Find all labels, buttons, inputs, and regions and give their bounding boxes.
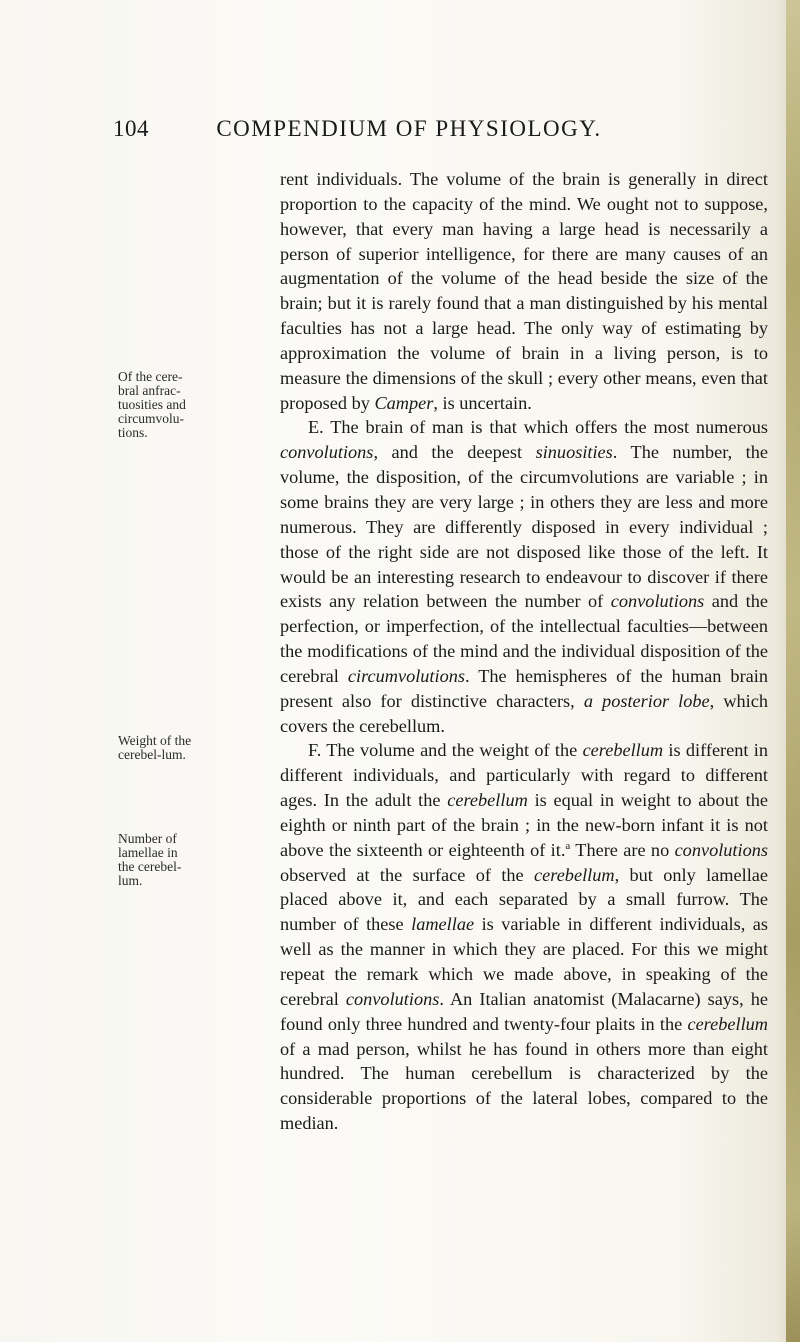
text-run: observed at the surface of the [280,864,535,885]
margin-note-anfractuosities: Of the cere-bral anfrac-tuosities and circumvolu-tions. [118,369,186,440]
footnote-marker: a [565,839,571,852]
text-run: is equal in weight to about the eighth or ninth part of the brain ; in the new-born infant it is not above the sixteenth or eighteenth of it. [280,790,768,860]
italic-term: cerebellum [582,740,664,761]
body-text [280,167,768,1136]
italic-term: convolutions [674,839,768,860]
italic-term: lamellae [411,914,475,935]
text-run: . The hemispheres of the human brain present also for distinctive characters, [280,665,768,711]
italic-term: convolutions [610,591,705,612]
running-head: COMPENDIUM OF PHYSIOLOGY. [216,116,602,141]
text-run: There are no [570,839,675,860]
text-run: . An Italian anatomist (Malacarne) says, he found only three hundred and twenty-four plaits in the [280,988,768,1034]
italic-term: a posterior lobe [583,690,710,711]
italic-term: sinuosities [535,442,613,463]
italic-term: Camper [374,392,434,413]
italic-term: cerebellum [534,864,615,885]
text-run: . The number, the volume, the disposition, of the circumvolutions are variable ; in some brains they are very large ; in others they are less and more numerous. They are differently disposed in every individual ; those of the right side are not disposed like those of the left. It would be an interesting research to endeavour to discover if there exists any relation between the number of [280,442,768,612]
text-run: , but only lamellae placed above it, and each separated by a small furrow. The number of these [280,864,769,935]
page-edge-binding [786,0,800,1342]
text-run: E. The brain of man is that which offers the most numerous [308,417,768,438]
italic-term: cerebellum [687,1013,768,1034]
paragraph-f-cerebellum [280,738,768,1136]
italic-term: convolutions [280,442,374,463]
text-run: is different in different individuals, and particularly with regard to different ages. In the adult the [280,740,768,811]
text-run: and the perfection, or imperfection, of the intellectual faculties—between the modifications of the mind and the individual disposition of the cerebral [280,591,768,686]
text-run: is variable in different individuals, as well as the manner in which they are placed. For this we might repeat the remark which we made above, in speaking of the cerebral [280,914,768,1009]
page-number: 104 [113,116,149,141]
italic-term: cerebellum [447,790,528,811]
page-header [0,116,800,146]
paragraph-e-convolutions [280,415,768,738]
text-run: rent individuals. The volume of the brain is generally in direct proportion to the capacity of the mind. We ought not to suppose, however, that every man having a large head is necessarily a person of superior intelligence, for there are many causes of an augmentation of the volume of the head beside the size of the brain; but it is rarely found that a man distinguished by his mental faculties has not a large head. The only way of estimating by approximation the volume of brain in a living person, is to measure the dimensions of the skull ; every other means, even that proposed by [280,169,768,413]
text-run: F. The volume and the weight of the [308,740,583,761]
margin-note-lamellae: Number of lamellae in the cerebel-lum. [118,831,182,888]
italic-term: circumvolutions [347,665,465,686]
margin-note-weight-cerebellum: Weight of the cerebel-lum. [118,733,192,762]
text-run: , and the deepest [373,442,536,463]
text-run: , which covers the cerebellum. [280,690,769,736]
text-run: , is uncertain. [433,392,532,413]
text-run: of a mad person, whilst he has found in others more than eight hundred. The human cerebellum is characterized by the considerable proportions of the lateral lobes, compared to the median. [280,1038,768,1134]
italic-term: convolutions [345,988,440,1009]
paragraph-continuation [280,167,768,415]
